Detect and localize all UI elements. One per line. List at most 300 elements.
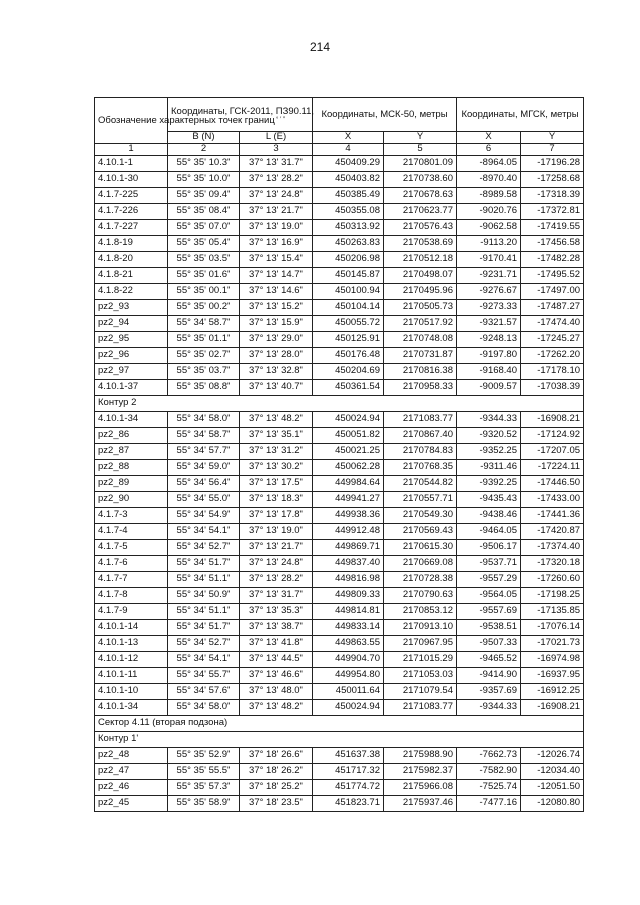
longitude-cell: 37° 13' 48.2" <box>240 700 313 716</box>
point-name-cell: 4.10.1-12 <box>95 652 168 668</box>
longitude-cell: 37° 13' 32.8" <box>240 364 313 380</box>
point-name-cell: 4.10.1-30 <box>95 172 168 188</box>
table-row <box>95 444 584 460</box>
msk-y-cell: 2170569.43 <box>384 524 457 540</box>
latitude-cell: 55° 34' 57.6" <box>168 684 240 700</box>
latitude-cell: 55° 34' 58.0" <box>168 412 240 428</box>
msk-x-cell: 450062.28 <box>313 460 384 476</box>
section-title: Сектор 4.11 (вторая подзона) <box>95 716 584 732</box>
table-row <box>95 332 584 348</box>
table-row <box>95 604 584 620</box>
latitude-cell: 55° 35' 03.7" <box>168 364 240 380</box>
msk-y-cell: 2170505.73 <box>384 300 457 316</box>
point-name-cell: 4.10.1-1 <box>95 156 168 172</box>
msk-x-cell: 449863.55 <box>313 636 384 652</box>
msk-x-cell: 450024.94 <box>313 700 384 716</box>
mgsk-x-cell: -7662.73 <box>457 748 521 764</box>
msk-y-cell: 2175937.46 <box>384 796 457 812</box>
mgsk-x-cell: -9507.33 <box>457 636 521 652</box>
msk-x-cell: 450176.48 <box>313 348 384 364</box>
table-row <box>95 556 584 572</box>
table-row <box>95 220 584 236</box>
mgsk-x-cell: -9538.51 <box>457 620 521 636</box>
msk-y-cell: 2171083.77 <box>384 412 457 428</box>
msk-y-cell: 2170748.08 <box>384 332 457 348</box>
msk-x-cell: 450313.92 <box>313 220 384 236</box>
mgsk-y-cell: -17178.10 <box>521 364 584 380</box>
msk-y-cell: 2171015.29 <box>384 652 457 668</box>
table-row <box>95 156 584 172</box>
msk-x-cell: 450104.14 <box>313 300 384 316</box>
point-name-cell: pz2_86 <box>95 428 168 444</box>
longitude-cell: 37° 18' 25.2" <box>240 780 313 796</box>
section-row <box>95 732 584 748</box>
mgsk-x-cell: -9062.58 <box>457 220 521 236</box>
mgsk-y-cell: -17320.18 <box>521 556 584 572</box>
latitude-cell: 55° 35' 08.8" <box>168 380 240 396</box>
msk-x-cell: 450011.64 <box>313 684 384 700</box>
table-row <box>95 252 584 268</box>
longitude-cell: 37° 18' 26.2" <box>240 764 313 780</box>
longitude-cell: 37° 13' 15.2" <box>240 300 313 316</box>
section-row <box>95 396 584 412</box>
table-row <box>95 572 584 588</box>
point-name-cell: 4.10.1-14 <box>95 620 168 636</box>
mgsk-x-cell: -9465.52 <box>457 652 521 668</box>
mgsk-x-cell: -9352.25 <box>457 444 521 460</box>
header-col-number: 2 <box>168 144 240 156</box>
msk-x-cell: 450125.91 <box>313 332 384 348</box>
table-row <box>95 540 584 556</box>
msk-x-cell: 451823.71 <box>313 796 384 812</box>
latitude-cell: 55° 34' 52.7" <box>168 540 240 556</box>
table-row <box>95 348 584 364</box>
table-row <box>95 284 584 300</box>
msk-y-cell: 2170557.71 <box>384 492 457 508</box>
mgsk-y-cell: -17260.60 <box>521 572 584 588</box>
msk-x-cell: 449904.70 <box>313 652 384 668</box>
table-row <box>95 668 584 684</box>
mgsk-x-cell: -9273.33 <box>457 300 521 316</box>
msk-y-cell: 2170498.07 <box>384 268 457 284</box>
mgsk-x-cell: -9311.46 <box>457 460 521 476</box>
msk-x-cell: 451637.38 <box>313 748 384 764</box>
latitude-cell: 55° 35' 08.4" <box>168 204 240 220</box>
msk-x-cell: 450361.54 <box>313 380 384 396</box>
longitude-cell: 37° 13' 19.0" <box>240 220 313 236</box>
msk-y-cell: 2171083.77 <box>384 700 457 716</box>
longitude-cell: 37° 13' 35.1" <box>240 428 313 444</box>
msk-y-cell: 2170623.77 <box>384 204 457 220</box>
mgsk-y-cell: -17124.92 <box>521 428 584 444</box>
latitude-cell: 55° 35' 09.4" <box>168 188 240 204</box>
point-name-cell: pz2_87 <box>95 444 168 460</box>
latitude-cell: 55° 34' 54.1" <box>168 652 240 668</box>
mgsk-y-cell: -17021.73 <box>521 636 584 652</box>
point-name-cell: 4.10.1-34 <box>95 700 168 716</box>
header-sub-msk-y: Y <box>384 132 457 144</box>
longitude-cell: 37° 13' 28.2" <box>240 572 313 588</box>
msk-x-cell: 449833.14 <box>313 620 384 636</box>
latitude-cell: 55° 35' 57.3" <box>168 780 240 796</box>
table-row <box>95 460 584 476</box>
latitude-cell: 55° 35' 58.9" <box>168 796 240 812</box>
msk-x-cell: 449809.33 <box>313 588 384 604</box>
mgsk-y-cell: -16908.21 <box>521 412 584 428</box>
point-name-cell: 4.1.7-227 <box>95 220 168 236</box>
latitude-cell: 55° 34' 51.1" <box>168 572 240 588</box>
mgsk-y-cell: -17038.39 <box>521 380 584 396</box>
mgsk-x-cell: -9020.76 <box>457 204 521 220</box>
header-mgsk: Координаты, МГСК, метры <box>457 98 584 132</box>
msk-x-cell: 449912.48 <box>313 524 384 540</box>
msk-x-cell: 450051.82 <box>313 428 384 444</box>
header-msk: Координаты, МСК-50, метры <box>313 98 457 132</box>
point-name-cell: pz2_89 <box>95 476 168 492</box>
mgsk-x-cell: -9506.17 <box>457 540 521 556</box>
mgsk-y-cell: -16974.98 <box>521 652 584 668</box>
latitude-cell: 55° 34' 58.7" <box>168 428 240 444</box>
msk-y-cell: 2171053.03 <box>384 668 457 684</box>
header-gsk-label: Координаты, ГСК-2011, ПЗ90.11, <box>171 105 315 117</box>
longitude-cell: 37° 13' 31.2" <box>240 444 313 460</box>
latitude-cell: 55° 34' 55.0" <box>168 492 240 508</box>
point-name-cell: pz2_94 <box>95 316 168 332</box>
mgsk-y-cell: -17258.68 <box>521 172 584 188</box>
longitude-cell: 37° 13' 17.5" <box>240 476 313 492</box>
table-row <box>95 236 584 252</box>
msk-x-cell: 450100.94 <box>313 284 384 300</box>
msk-y-cell: 2170853.12 <box>384 604 457 620</box>
mgsk-x-cell: -9357.69 <box>457 684 521 700</box>
header-col-number: 5 <box>384 144 457 156</box>
mgsk-y-cell: -16937.95 <box>521 668 584 684</box>
msk-y-cell: 2175966.08 <box>384 780 457 796</box>
longitude-cell: 37° 13' 29.0" <box>240 332 313 348</box>
msk-x-cell: 450204.69 <box>313 364 384 380</box>
point-name-cell: pz2_90 <box>95 492 168 508</box>
mgsk-y-cell: -17456.58 <box>521 236 584 252</box>
mgsk-x-cell: -8970.40 <box>457 172 521 188</box>
table-row <box>95 684 584 700</box>
mgsk-y-cell: -12080.80 <box>521 796 584 812</box>
point-name-cell: 4.10.1-13 <box>95 636 168 652</box>
latitude-cell: 55° 35' 00.1" <box>168 284 240 300</box>
latitude-cell: 55° 35' 03.5" <box>168 252 240 268</box>
msk-y-cell: 2170669.08 <box>384 556 457 572</box>
mgsk-y-cell: -17374.40 <box>521 540 584 556</box>
msk-x-cell: 449816.98 <box>313 572 384 588</box>
mgsk-y-cell: -17262.20 <box>521 348 584 364</box>
msk-x-cell: 449954.80 <box>313 668 384 684</box>
point-name-cell: 4.1.7-7 <box>95 572 168 588</box>
msk-y-cell: 2170958.33 <box>384 380 457 396</box>
latitude-cell: 55° 34' 51.7" <box>168 556 240 572</box>
table-row <box>95 300 584 316</box>
point-name-cell: pz2_95 <box>95 332 168 348</box>
mgsk-y-cell: -17245.27 <box>521 332 584 348</box>
table-row <box>95 364 584 380</box>
msk-y-cell: 2170678.63 <box>384 188 457 204</box>
msk-x-cell: 450206.98 <box>313 252 384 268</box>
table-row <box>95 316 584 332</box>
point-name-cell: pz2_47 <box>95 764 168 780</box>
mgsk-x-cell: -7525.74 <box>457 780 521 796</box>
latitude-cell: 55° 35' 02.7" <box>168 348 240 364</box>
msk-y-cell: 2170768.35 <box>384 460 457 476</box>
longitude-cell: 37° 13' 17.8" <box>240 508 313 524</box>
msk-x-cell: 450263.83 <box>313 236 384 252</box>
point-name-cell: 4.1.7-226 <box>95 204 168 220</box>
msk-y-cell: 2170816.38 <box>384 364 457 380</box>
longitude-cell: 37° 13' 21.7" <box>240 204 313 220</box>
longitude-cell: 37° 13' 38.7" <box>240 620 313 636</box>
longitude-cell: 37° 13' 21.7" <box>240 540 313 556</box>
latitude-cell: 55° 35' 01.6" <box>168 268 240 284</box>
msk-y-cell: 2170738.60 <box>384 172 457 188</box>
point-name-cell: 4.1.7-8 <box>95 588 168 604</box>
mgsk-x-cell: -9113.20 <box>457 236 521 252</box>
latitude-cell: 55° 34' 54.9" <box>168 508 240 524</box>
table-row <box>95 764 584 780</box>
longitude-cell: 37° 13' 30.2" <box>240 460 313 476</box>
mgsk-x-cell: -9435.43 <box>457 492 521 508</box>
mgsk-x-cell: -8964.05 <box>457 156 521 172</box>
header-col-number: 1 <box>95 144 168 156</box>
table-row <box>95 508 584 524</box>
point-name-cell: pz2_97 <box>95 364 168 380</box>
mgsk-x-cell: -9438.46 <box>457 508 521 524</box>
msk-x-cell: 450055.72 <box>313 316 384 332</box>
mgsk-y-cell: -16912.25 <box>521 684 584 700</box>
msk-x-cell: 451717.32 <box>313 764 384 780</box>
mgsk-y-cell: -17196.28 <box>521 156 584 172</box>
mgsk-x-cell: -9231.71 <box>457 268 521 284</box>
mgsk-y-cell: -17482.28 <box>521 252 584 268</box>
latitude-cell: 55° 34' 51.1" <box>168 604 240 620</box>
latitude-cell: 55° 34' 57.7" <box>168 444 240 460</box>
header-col-number: 7 <box>521 144 584 156</box>
header-sub-l: L (E) <box>240 132 313 144</box>
longitude-cell: 37° 18' 26.6" <box>240 748 313 764</box>
msk-y-cell: 2175982.37 <box>384 764 457 780</box>
mgsk-y-cell: -17441.36 <box>521 508 584 524</box>
point-name-cell: pz2_45 <box>95 796 168 812</box>
point-name-cell: 4.1.7-4 <box>95 524 168 540</box>
mgsk-x-cell: -9170.41 <box>457 252 521 268</box>
point-name-cell: 4.1.8-19 <box>95 236 168 252</box>
longitude-cell: 37° 13' 18.3" <box>240 492 313 508</box>
point-name-cell: 4.1.7-6 <box>95 556 168 572</box>
mgsk-x-cell: -9557.69 <box>457 604 521 620</box>
table-row <box>95 172 584 188</box>
msk-y-cell: 2170512.18 <box>384 252 457 268</box>
msk-y-cell: 2171079.54 <box>384 684 457 700</box>
table-row <box>95 380 584 396</box>
mgsk-y-cell: -17495.52 <box>521 268 584 284</box>
table-row <box>95 476 584 492</box>
header-gsk <box>168 98 313 132</box>
mgsk-y-cell: -17372.81 <box>521 204 584 220</box>
mgsk-y-cell: -12026.74 <box>521 748 584 764</box>
point-name-cell: 4.10.1-10 <box>95 684 168 700</box>
point-name-cell: 4.10.1-37 <box>95 380 168 396</box>
table-row <box>95 652 584 668</box>
point-name-cell: 4.1.8-21 <box>95 268 168 284</box>
mgsk-y-cell: -17419.55 <box>521 220 584 236</box>
header-sub-mgsk-x: X <box>457 132 521 144</box>
point-name-cell: pz2_93 <box>95 300 168 316</box>
longitude-cell: 37° 13' 14.6" <box>240 284 313 300</box>
table-row <box>95 700 584 716</box>
longitude-cell: 37° 13' 44.5" <box>240 652 313 668</box>
mgsk-y-cell: -17207.05 <box>521 444 584 460</box>
mgsk-y-cell: -17198.25 <box>521 588 584 604</box>
table-row <box>95 796 584 812</box>
mgsk-x-cell: -9321.57 <box>457 316 521 332</box>
msk-x-cell: 449941.27 <box>313 492 384 508</box>
longitude-cell: 37° 13' 19.0" <box>240 524 313 540</box>
latitude-cell: 55° 34' 59.0" <box>168 460 240 476</box>
point-name-cell: 4.1.7-225 <box>95 188 168 204</box>
header-col-number: 3 <box>240 144 313 156</box>
mgsk-x-cell: -9537.71 <box>457 556 521 572</box>
header-gsk-units: ° ′ ″ <box>276 117 285 124</box>
msk-x-cell: 450403.82 <box>313 172 384 188</box>
header-sub-b: B (N) <box>168 132 240 144</box>
mgsk-x-cell: -9564.05 <box>457 588 521 604</box>
longitude-cell: 37° 13' 28.2" <box>240 172 313 188</box>
msk-y-cell: 2170790.63 <box>384 588 457 604</box>
msk-y-cell: 2170517.92 <box>384 316 457 332</box>
longitude-cell: 37° 13' 46.6" <box>240 668 313 684</box>
header-col-number: 6 <box>457 144 521 156</box>
mgsk-x-cell: -9464.05 <box>457 524 521 540</box>
section-title: Контур 1' <box>95 732 584 748</box>
msk-x-cell: 449814.81 <box>313 604 384 620</box>
latitude-cell: 55° 35' 00.2" <box>168 300 240 316</box>
table-row <box>95 268 584 284</box>
mgsk-x-cell: -9276.67 <box>457 284 521 300</box>
latitude-cell: 55° 35' 10.0" <box>168 172 240 188</box>
point-name-cell: 4.10.1-34 <box>95 412 168 428</box>
latitude-cell: 55° 35' 55.5" <box>168 764 240 780</box>
coordinates-table <box>94 97 584 812</box>
longitude-cell: 37° 13' 31.7" <box>240 588 313 604</box>
point-name-cell: pz2_48 <box>95 748 168 764</box>
longitude-cell: 37° 13' 28.0" <box>240 348 313 364</box>
latitude-cell: 55° 34' 54.1" <box>168 524 240 540</box>
mgsk-x-cell: -9248.13 <box>457 332 521 348</box>
msk-x-cell: 450024.94 <box>313 412 384 428</box>
header-point-label: Обозначение характерных точек границ <box>95 98 168 144</box>
longitude-cell: 37° 13' 14.7" <box>240 268 313 284</box>
point-name-cell: pz2_96 <box>95 348 168 364</box>
msk-y-cell: 2170913.10 <box>384 620 457 636</box>
longitude-cell: 37° 13' 24.8" <box>240 556 313 572</box>
msk-y-cell: 2170728.38 <box>384 572 457 588</box>
mgsk-y-cell: -17474.40 <box>521 316 584 332</box>
msk-x-cell: 449984.64 <box>313 476 384 492</box>
page-number: 214 <box>309 40 331 54</box>
mgsk-y-cell: -17420.87 <box>521 524 584 540</box>
section-row <box>95 716 584 732</box>
header-sub-mgsk-y: Y <box>521 132 584 144</box>
mgsk-x-cell: -7477.16 <box>457 796 521 812</box>
latitude-cell: 55° 35' 07.0" <box>168 220 240 236</box>
msk-y-cell: 2170731.87 <box>384 348 457 364</box>
mgsk-x-cell: -9197.80 <box>457 348 521 364</box>
table-row <box>95 620 584 636</box>
mgsk-y-cell: -17318.39 <box>521 188 584 204</box>
table-row <box>95 780 584 796</box>
msk-x-cell: 449837.40 <box>313 556 384 572</box>
longitude-cell: 37° 13' 41.8" <box>240 636 313 652</box>
mgsk-y-cell: -17224.11 <box>521 460 584 476</box>
point-name-cell: 4.1.8-20 <box>95 252 168 268</box>
mgsk-y-cell: -12034.40 <box>521 764 584 780</box>
mgsk-x-cell: -7582.90 <box>457 764 521 780</box>
latitude-cell: 55° 35' 10.3" <box>168 156 240 172</box>
msk-y-cell: 2175988.90 <box>384 748 457 764</box>
longitude-cell: 37° 13' 40.7" <box>240 380 313 396</box>
longitude-cell: 37° 18' 23.5" <box>240 796 313 812</box>
longitude-cell: 37° 13' 16.9" <box>240 236 313 252</box>
mgsk-x-cell: -9168.40 <box>457 364 521 380</box>
longitude-cell: 37° 13' 24.8" <box>240 188 313 204</box>
latitude-cell: 55° 34' 58.7" <box>168 316 240 332</box>
msk-x-cell: 449869.71 <box>313 540 384 556</box>
longitude-cell: 37° 13' 15.4" <box>240 252 313 268</box>
mgsk-x-cell: -9320.52 <box>457 428 521 444</box>
msk-x-cell: 450409.29 <box>313 156 384 172</box>
mgsk-x-cell: -8989.58 <box>457 188 521 204</box>
msk-y-cell: 2170576.43 <box>384 220 457 236</box>
mgsk-y-cell: -16908.21 <box>521 700 584 716</box>
mgsk-x-cell: -9344.33 <box>457 412 521 428</box>
latitude-cell: 55° 34' 58.0" <box>168 700 240 716</box>
section-title: Контур 2 <box>95 396 584 412</box>
table-row <box>95 524 584 540</box>
msk-x-cell: 449938.36 <box>313 508 384 524</box>
msk-y-cell: 2170549.30 <box>384 508 457 524</box>
mgsk-y-cell: -12051.50 <box>521 780 584 796</box>
latitude-cell: 55° 35' 52.9" <box>168 748 240 764</box>
latitude-cell: 55° 34' 51.7" <box>168 620 240 636</box>
mgsk-x-cell: -9557.29 <box>457 572 521 588</box>
table-row <box>95 748 584 764</box>
latitude-cell: 55° 35' 01.1" <box>168 332 240 348</box>
latitude-cell: 55° 34' 50.9" <box>168 588 240 604</box>
latitude-cell: 55° 35' 05.4" <box>168 236 240 252</box>
header-col-number: 4 <box>313 144 384 156</box>
msk-y-cell: 2170538.69 <box>384 236 457 252</box>
mgsk-y-cell: -17446.50 <box>521 476 584 492</box>
point-name-cell: pz2_46 <box>95 780 168 796</box>
table-row <box>95 588 584 604</box>
point-name-cell: 4.1.7-9 <box>95 604 168 620</box>
msk-x-cell: 451774.72 <box>313 780 384 796</box>
mgsk-x-cell: -9344.33 <box>457 700 521 716</box>
mgsk-y-cell: -17076.14 <box>521 620 584 636</box>
table-row <box>95 412 584 428</box>
msk-y-cell: 2170784.83 <box>384 444 457 460</box>
table-row <box>95 204 584 220</box>
mgsk-y-cell: -17433.00 <box>521 492 584 508</box>
msk-y-cell: 2170801.09 <box>384 156 457 172</box>
mgsk-y-cell: -17487.27 <box>521 300 584 316</box>
mgsk-x-cell: -9009.57 <box>457 380 521 396</box>
